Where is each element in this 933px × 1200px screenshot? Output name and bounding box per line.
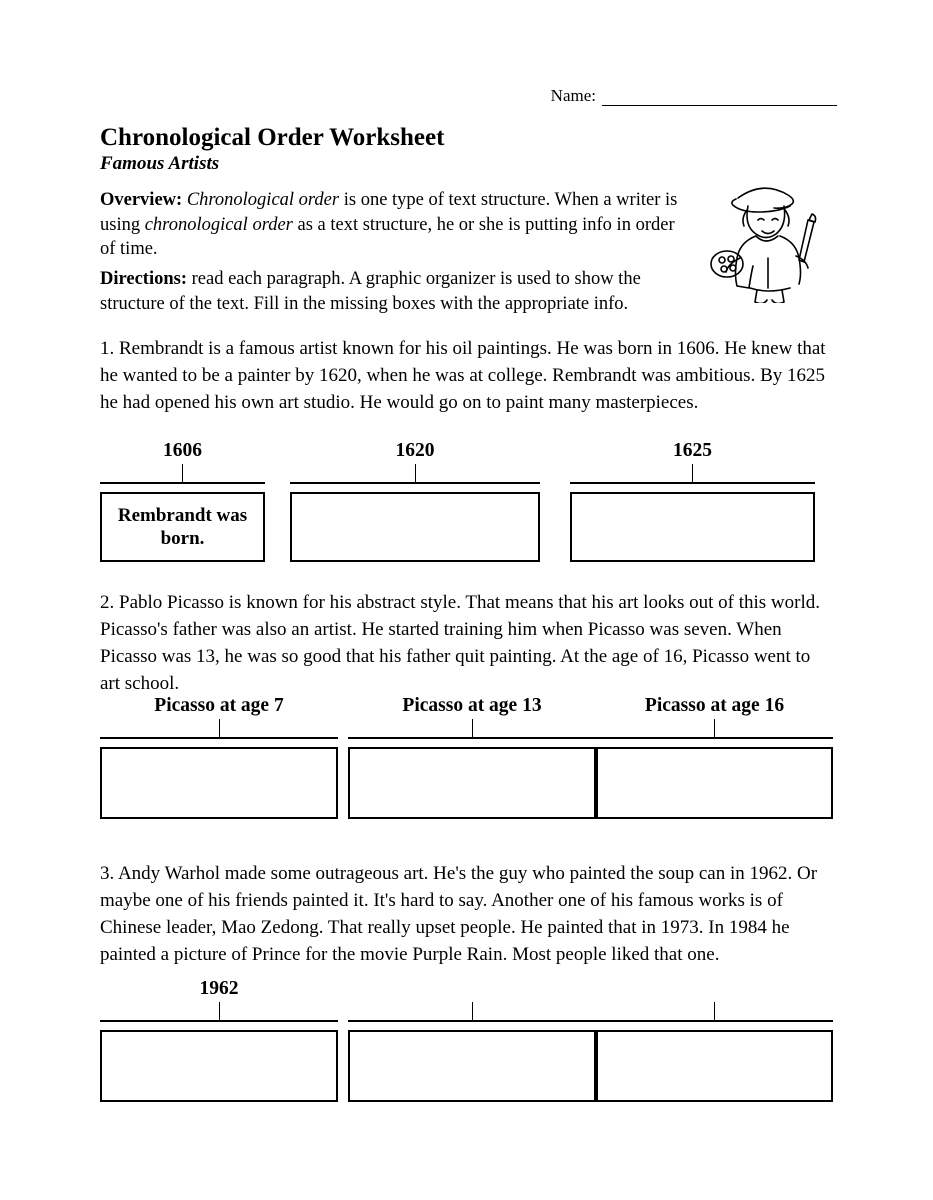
organizer-rule xyxy=(596,737,833,739)
organizer-answer-box[interactable] xyxy=(290,492,540,562)
organizer-cell xyxy=(570,440,815,565)
organizer-stem xyxy=(692,464,693,482)
organizer-answer-box[interactable] xyxy=(596,747,833,819)
page-subtitle: Famous Artists xyxy=(100,153,220,174)
organizer-label: Picasso at age 16 xyxy=(644,695,785,716)
overview-emphasis-2: chronological order xyxy=(144,214,293,235)
name-input-line[interactable] xyxy=(602,90,837,106)
organizer-stem xyxy=(415,464,416,482)
page-title: Chronological Order Worksheet xyxy=(100,124,445,151)
organizer-rule xyxy=(596,1020,833,1022)
organizer-label xyxy=(596,978,833,1002)
organizer-answer-box[interactable] xyxy=(596,1030,833,1102)
overview-text-2: as a text structure, he or she is putting info in order of time. xyxy=(100,214,675,260)
organizer-label xyxy=(348,978,596,1002)
organizer-label: Picasso at age 7 xyxy=(154,695,284,716)
question-text-1: Rembrandt is a famous artist known for his oil paintings. He was born in 1606. He knew that he wanted to be a painter by 1620, when he was at college. Rembrandt was ambitious. By 1625 he had opened his own art studio. He would go on to paint many masterpieces. xyxy=(100,338,826,413)
organizer-rule xyxy=(100,1020,338,1022)
name-field-row xyxy=(551,86,837,106)
artist-with-palette-icon xyxy=(700,168,830,303)
organizer-answer-box[interactable] xyxy=(348,747,596,819)
overview-text-1: is one type of text structure. When a writer is using xyxy=(100,190,678,235)
organizer-stem xyxy=(219,1002,220,1020)
organizer-cell xyxy=(100,440,265,565)
organizer-cell xyxy=(348,695,596,820)
organizer-cell xyxy=(348,978,596,1103)
question-number-3: 3. xyxy=(100,863,115,884)
overview-emphasis-1: Chronological order xyxy=(186,190,340,210)
organizer-answer-box[interactable]: Rembrandt was born. xyxy=(100,492,265,562)
organizer-cell xyxy=(596,695,833,820)
overview-label: Overview: xyxy=(100,190,183,210)
overview-paragraph xyxy=(100,188,692,262)
directions-text: read each paragraph. A graphic organizer is used to show the structure of the text. Fill in the missing boxes with the appropriate info. xyxy=(100,269,641,314)
organizer-answer-box[interactable] xyxy=(348,1030,596,1102)
directions-label: Directions: xyxy=(100,269,187,289)
organizer-rule xyxy=(100,482,265,484)
organizer-stem xyxy=(182,464,183,482)
graphic-organizer-1 xyxy=(100,440,833,565)
organizer-rule xyxy=(100,737,338,739)
organizer-cell xyxy=(596,978,833,1103)
question-text-2: Pablo Picasso is known for his abstract style. That means that his art looks out of this world. Picasso's father was also an artist. He started training him when Picasso was seven. When Picasso was 13, he was so good that his father quit painting. At the age of 16, Picasso went to art school. xyxy=(100,592,820,694)
question-paragraph-1 xyxy=(100,336,833,417)
organizer-label: Picasso at age 13 xyxy=(402,695,542,716)
question-number-2: 2. xyxy=(100,592,115,613)
question-paragraph-3 xyxy=(100,861,833,969)
organizer-rule xyxy=(348,1020,596,1022)
organizer-answer-box[interactable] xyxy=(100,1030,338,1102)
directions-paragraph xyxy=(100,267,700,316)
organizer-stem xyxy=(472,719,473,737)
organizer-rule xyxy=(570,482,815,484)
organizer-label: 1606 xyxy=(163,440,202,461)
organizer-answer-box[interactable] xyxy=(570,492,815,562)
graphic-organizer-2 xyxy=(100,695,833,820)
question-number-1: 1. xyxy=(100,338,115,359)
organizer-cell xyxy=(100,695,338,820)
organizer-label: 1962 xyxy=(199,978,239,999)
organizer-rule xyxy=(348,737,596,739)
organizer-answer-box[interactable] xyxy=(100,747,338,819)
organizer-label: 1625 xyxy=(673,440,712,461)
question-text-3: Andy Warhol made some outrageous art. He's the guy who painted the soup can in 1962. Or maybe one of his friends painted it. It's hard to say. Another one of his famous works is of Chinese leader, Mao Zedong. That really upset people. He painted that in 1973. In 1984 he painted a picture of Prince for the movie Purple Rain. Most people liked that one. xyxy=(100,863,818,965)
organizer-cell xyxy=(100,978,338,1103)
organizer-stem xyxy=(714,1002,715,1020)
organizer-rule xyxy=(290,482,540,484)
organizer-stem xyxy=(714,719,715,737)
organizer-stem xyxy=(219,719,220,737)
question-paragraph-2 xyxy=(100,590,833,698)
graphic-organizer-3 xyxy=(100,978,833,1103)
organizer-cell xyxy=(290,440,540,565)
organizer-label: 1620 xyxy=(395,440,435,461)
organizer-stem xyxy=(472,1002,473,1020)
name-label: Name: xyxy=(550,86,596,105)
